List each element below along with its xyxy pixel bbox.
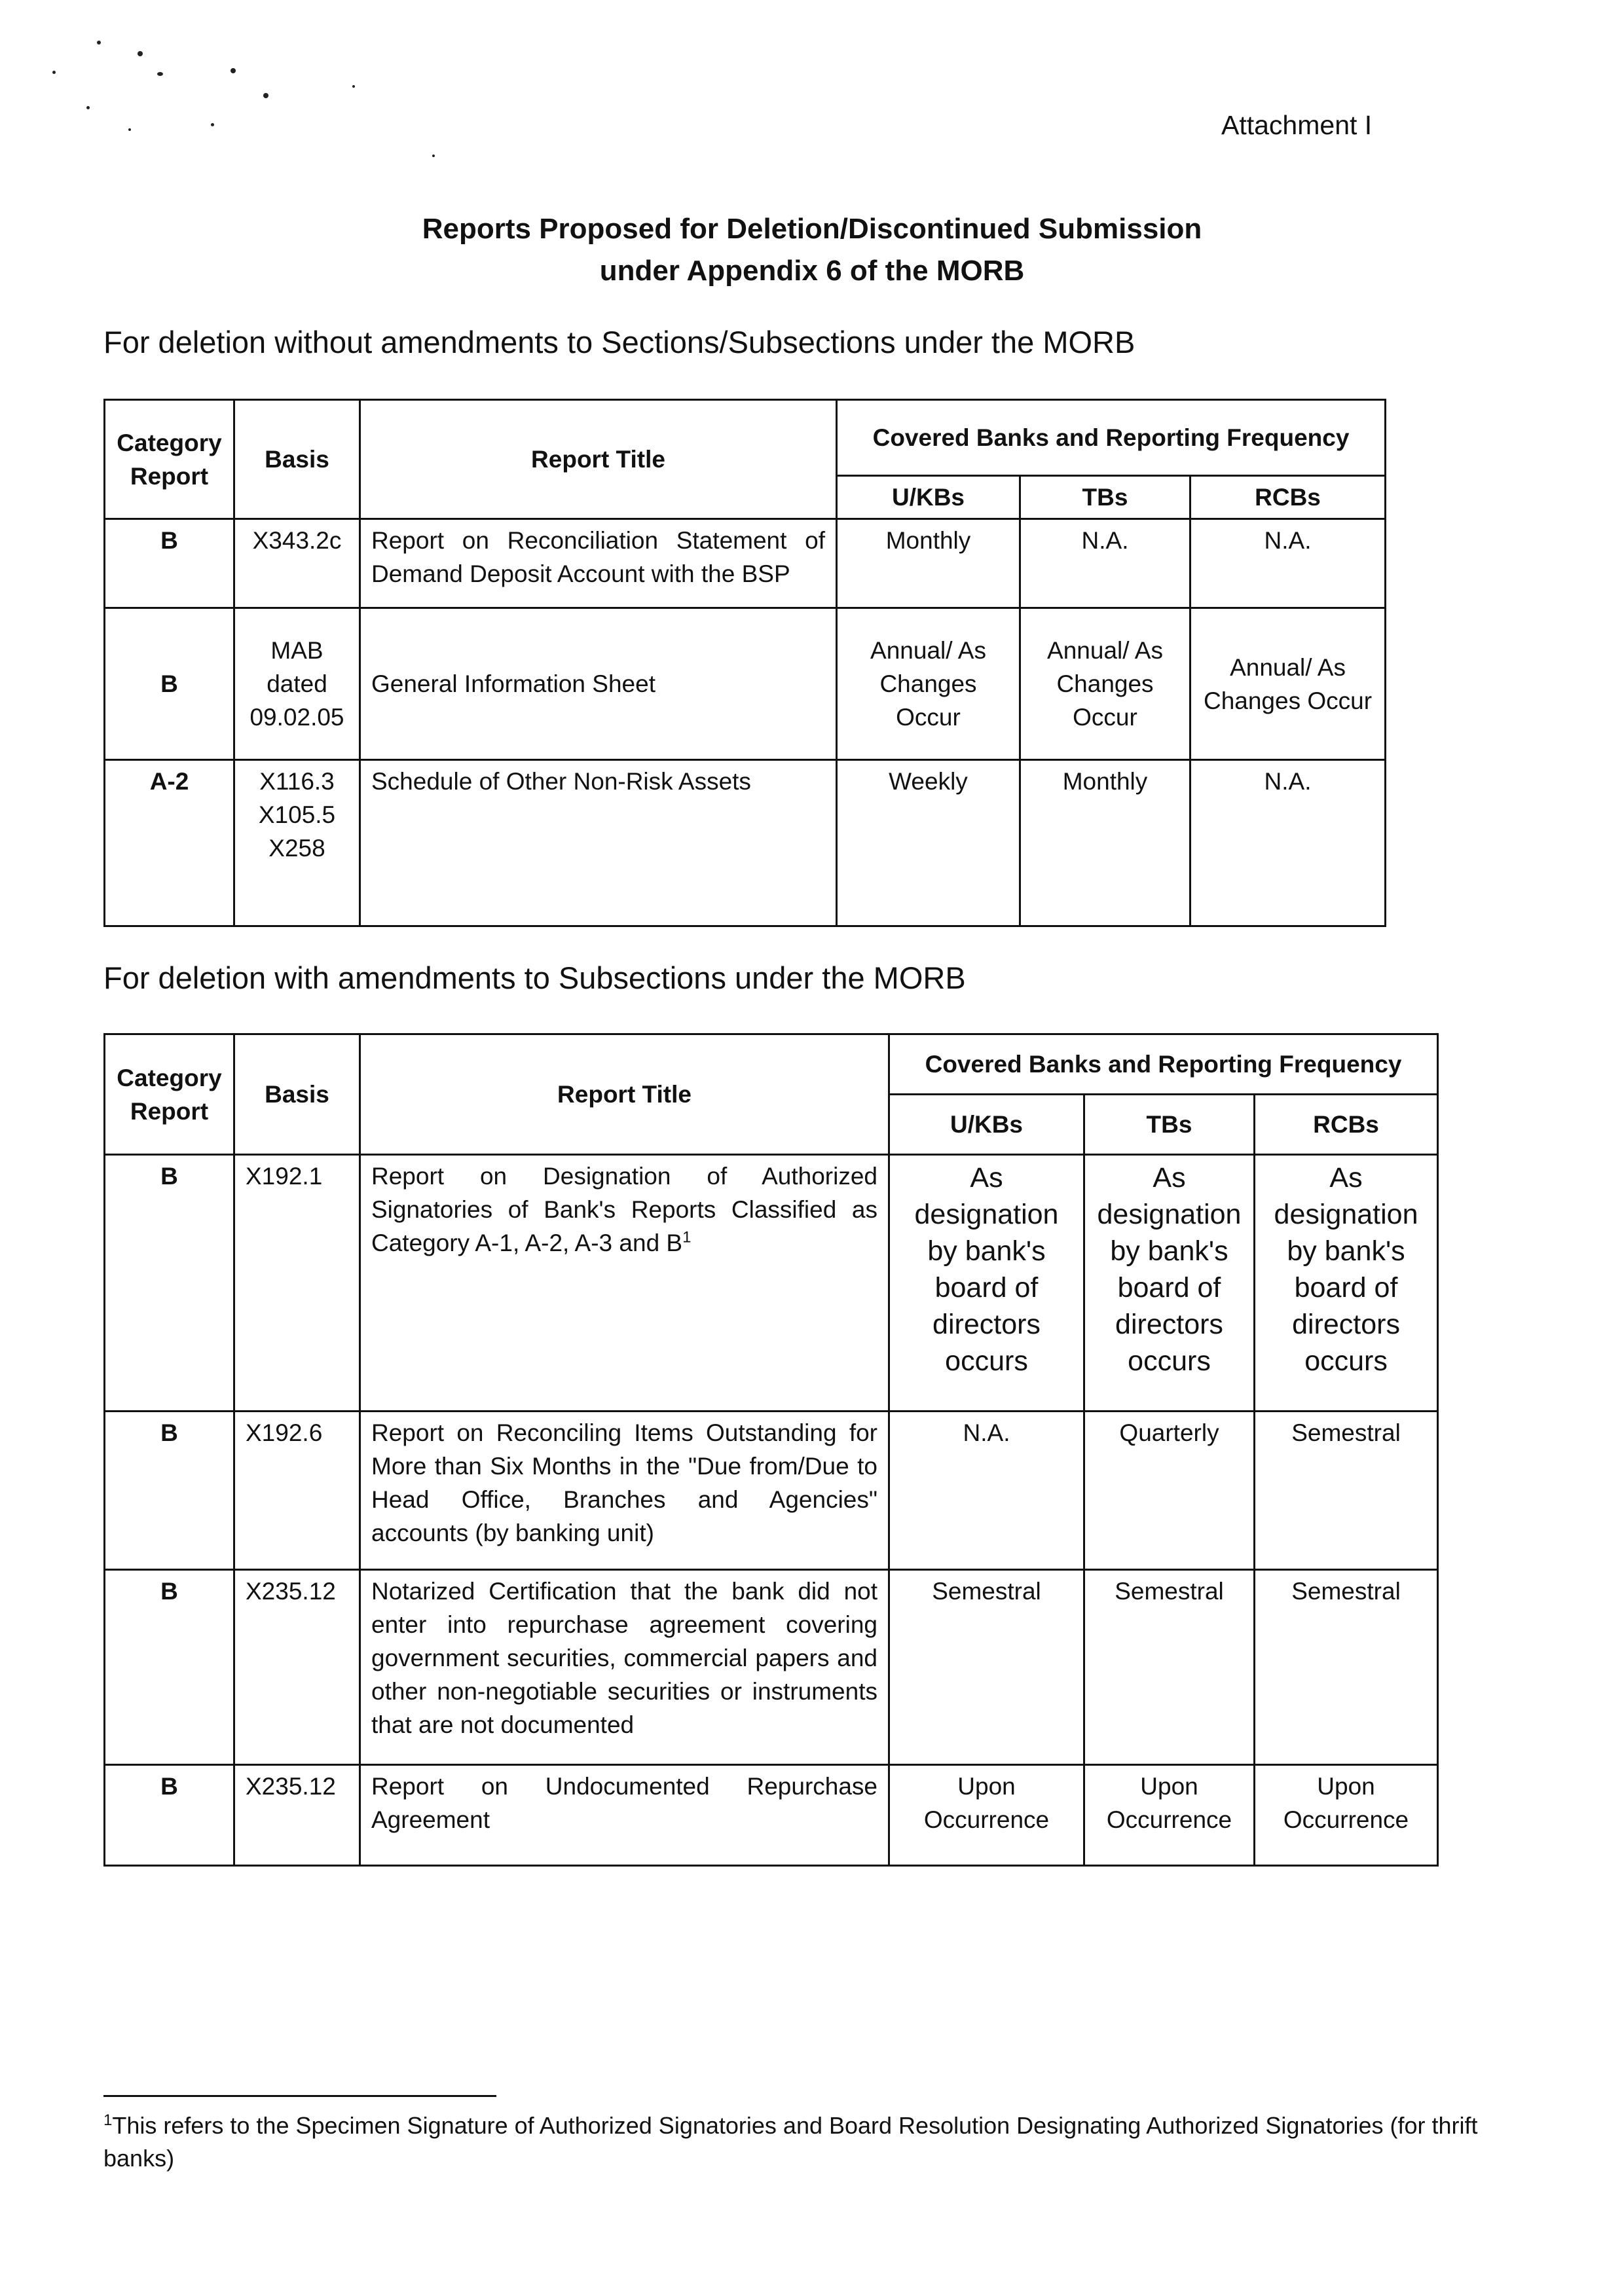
cell-tbs: Quarterly [1084,1412,1255,1570]
cell-rcbs: Upon Occurrence [1255,1765,1438,1866]
cell-category: B [105,608,234,760]
scan-speck [128,128,131,131]
table-row [105,1570,1438,1765]
header-report-title: Report Title [360,400,837,519]
scan-speck [432,155,435,157]
header-covered-banks: Covered Banks and Reporting Frequency [889,1034,1438,1095]
page-title [0,208,1624,292]
table-with-amendments [103,1033,1439,1867]
table-without-amendments [103,399,1386,927]
header-report-title: Report Title [360,1034,889,1155]
report-title-text: Report on Designation of Authorized Signatories of Bank's Reports Classified as Category A-1, A-2, A-3 and B [371,1163,877,1256]
scan-speck [52,71,56,74]
scan-speck [138,51,143,56]
cell-basis: X192.6 [234,1412,360,1570]
cell-tbs: Annual/ As Changes Occur [1020,608,1190,760]
cell-tbs: Monthly [1020,760,1190,926]
header-ukbs: U/KBs [889,1095,1084,1155]
footnote [103,2109,1518,2175]
header-rcbs: RCBs [1255,1095,1438,1155]
cell-ukbs: Upon Occurrence [889,1765,1084,1866]
cell-report-title: Report on Reconciliation Statement of Demand Deposit Account with the BSP [360,519,837,608]
cell-tbs: Semestral [1084,1570,1255,1765]
scan-speck [263,93,268,98]
table-row [105,608,1386,760]
cell-ukbs: Monthly [837,519,1020,608]
cell-ukbs: N.A. [889,1412,1084,1570]
header-basis: Basis [234,400,360,519]
header-tbs: TBs [1084,1095,1255,1155]
footnote-number: 1 [103,2111,113,2129]
scan-speck [231,68,236,73]
cell-category: B [105,1412,234,1570]
cell-rcbs: Semestral [1255,1412,1438,1570]
cell-basis: X192.1 [234,1155,360,1412]
cell-basis: X235.12 [234,1765,360,1866]
cell-report-title [360,1155,889,1412]
header-ukbs: U/KBs [837,476,1020,519]
scan-speck [97,41,101,45]
scan-speck [352,85,355,88]
scan-speck [157,72,163,76]
table-row [105,1412,1438,1570]
table-row [105,1155,1438,1412]
cell-basis: X343.2c [234,519,360,608]
title-line-1: Reports Proposed for Deletion/Discontinued Submission [422,213,1202,245]
cell-basis: X235.12 [234,1570,360,1765]
cell-rcbs: As designation by bank's board of directors occurs [1255,1155,1438,1412]
cell-rcbs: Annual/ As Changes Occur [1190,608,1386,760]
cell-basis: MAB dated 09.02.05 [234,608,360,760]
table-row [105,1765,1438,1866]
cell-rcbs: N.A. [1190,760,1386,926]
cell-rcbs: Semestral [1255,1570,1438,1765]
header-covered-banks: Covered Banks and Reporting Frequency [837,400,1386,476]
cell-ukbs: Annual/ As Changes Occur [837,608,1020,760]
cell-report-title: Report on Reconciling Items Outstanding for More than Six Months in the "Due from/Due to Head Office, Branches and Agencies" accounts (by banking unit) [360,1412,889,1570]
cell-category: B [105,519,234,608]
header-tbs: TBs [1020,476,1190,519]
cell-category: B [105,1155,234,1412]
cell-basis: X116.3 X105.5 X258 [234,760,360,926]
scan-speck [86,106,90,109]
section-1-heading: For deletion without amendments to Sections/Subsections under the MORB [103,325,1135,359]
header-category: Category Report [105,400,234,519]
attachment-label: Attachment I [1221,110,1373,140]
footnote-ref: 1 [682,1228,692,1247]
cell-category: B [105,1765,234,1866]
cell-ukbs: Semestral [889,1570,1084,1765]
table-row [105,760,1386,926]
cell-report-title: Report on Undocumented Repurchase Agreement [360,1765,889,1866]
cell-tbs: As designation by bank's board of directors occurs [1084,1155,1255,1412]
cell-ukbs: As designation by bank's board of directors occurs [889,1155,1084,1412]
header-basis: Basis [234,1034,360,1155]
cell-report-title: Notarized Certification that the bank did not enter into repurchase agreement covering government securities, commercial papers and other non-negotiable securities or instruments that are not documented [360,1570,889,1765]
cell-rcbs: N.A. [1190,519,1386,608]
section-2-heading: For deletion with amendments to Subsections under the MORB [103,960,966,995]
cell-ukbs: Weekly [837,760,1020,926]
footnote-text: This refers to the Specimen Signature of Authorized Signatories and Board Resolution Designating Authorized Signatories (for thrift banks) [103,2112,1478,2172]
cell-tbs: Upon Occurrence [1084,1765,1255,1866]
cell-report-title: Schedule of Other Non-Risk Assets [360,760,837,926]
scan-speck [211,123,214,126]
cell-category: A-2 [105,760,234,926]
footnote-divider [103,2095,496,2097]
header-category: Category Report [105,1034,234,1155]
cell-tbs: N.A. [1020,519,1190,608]
cell-category: B [105,1570,234,1765]
header-rcbs: RCBs [1190,476,1386,519]
table-row [105,519,1386,608]
cell-report-title: General Information Sheet [360,608,837,760]
title-line-2: under Appendix 6 of the MORB [599,255,1025,287]
